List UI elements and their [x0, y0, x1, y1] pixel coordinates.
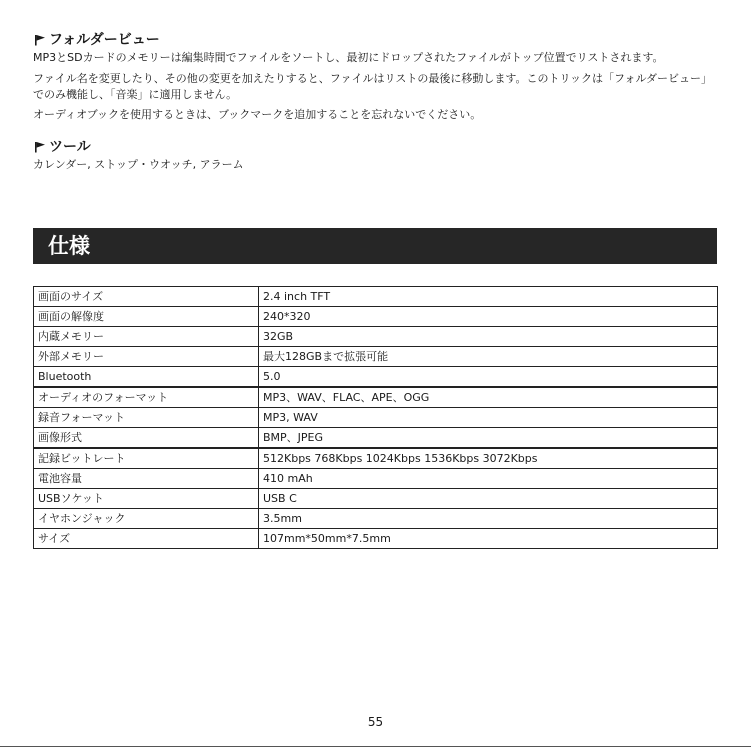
table-row [34, 327, 718, 347]
folder-view-heading [34, 31, 160, 49]
specs-banner [33, 228, 717, 264]
table-row [34, 509, 718, 529]
table-row [34, 469, 718, 489]
spec-label: 画面の解像度 [34, 307, 259, 327]
spec-value: 5.0 [259, 367, 718, 388]
page-number: 55 [367, 715, 384, 729]
spec-value: USB C [259, 489, 718, 509]
table-row [34, 448, 718, 469]
spec-label: オーディオのフォーマット [34, 387, 259, 408]
tools-heading [34, 138, 91, 156]
table-row [34, 287, 718, 307]
spec-label: サイズ [34, 529, 259, 549]
spec-value: MP3、WAV、FLAC、APE、OGG [259, 387, 718, 408]
table-row [34, 529, 718, 549]
spec-label: USBソケット [34, 489, 259, 509]
spec-label: 画面のサイズ [34, 287, 259, 307]
spec-value: MP3, WAV [259, 408, 718, 428]
flag-icon [34, 34, 46, 46]
folder-view-paragraph-2: ファイル名を変更したり、その他の変更を加えたりすると、ファイルはリストの最後に移動します。このトリックは「フォルダービュー」でのみ機能し、「音楽」に適用しません。 [33, 72, 713, 101]
table-row [34, 307, 718, 327]
folder-view-paragraph-1: MP3とSDカードのメモリーは編集時間でファイルをソートし、最初にドロップされたファイルがトップ位置でリストされます。 [33, 51, 664, 64]
spec-value: BMP、JPEG [259, 428, 718, 449]
table-row [34, 489, 718, 509]
spec-value: 410 mAh [259, 469, 718, 489]
spec-label: 外部メモリー [34, 347, 259, 367]
bottom-rule [0, 746, 751, 747]
spec-value: 107mm*50mm*7.5mm [259, 529, 718, 549]
spec-value: 3.5mm [259, 509, 718, 529]
tools-heading-text: ツール [49, 139, 91, 155]
specs-title: 仕様 [48, 234, 90, 258]
table-row [34, 387, 718, 408]
spec-value: 240*320 [259, 307, 718, 327]
spec-value: 512Kbps 768Kbps 1024Kbps 1536Kbps 3072Kbps [259, 448, 718, 469]
spec-value: 2.4 inch TFT [259, 287, 718, 307]
spec-table [33, 286, 718, 549]
spec-label: 記録ビットレート [34, 448, 259, 469]
spec-label: Bluetooth [34, 367, 259, 388]
table-row [34, 367, 718, 388]
table-row [34, 428, 718, 449]
table-row [34, 347, 718, 367]
folder-view-paragraph-3: オーディオブックを使用するときは、ブックマークを追加することを忘れないでください。 [33, 108, 482, 121]
spec-label: 内蔵メモリー [34, 327, 259, 347]
tools-text: カレンダー, ストップ・ウオッチ, アラーム [33, 158, 244, 171]
spec-label: イヤホンジャック [34, 509, 259, 529]
spec-value: 32GB [259, 327, 718, 347]
spec-label: 録音フォーマット [34, 408, 259, 428]
spec-value: 最大128GBまで拡張可能 [259, 347, 718, 367]
spec-label: 電池容量 [34, 469, 259, 489]
table-row [34, 408, 718, 428]
spec-label: 画像形式 [34, 428, 259, 449]
folder-view-heading-text: フォルダービュー [49, 32, 160, 48]
flag-icon [34, 141, 46, 153]
